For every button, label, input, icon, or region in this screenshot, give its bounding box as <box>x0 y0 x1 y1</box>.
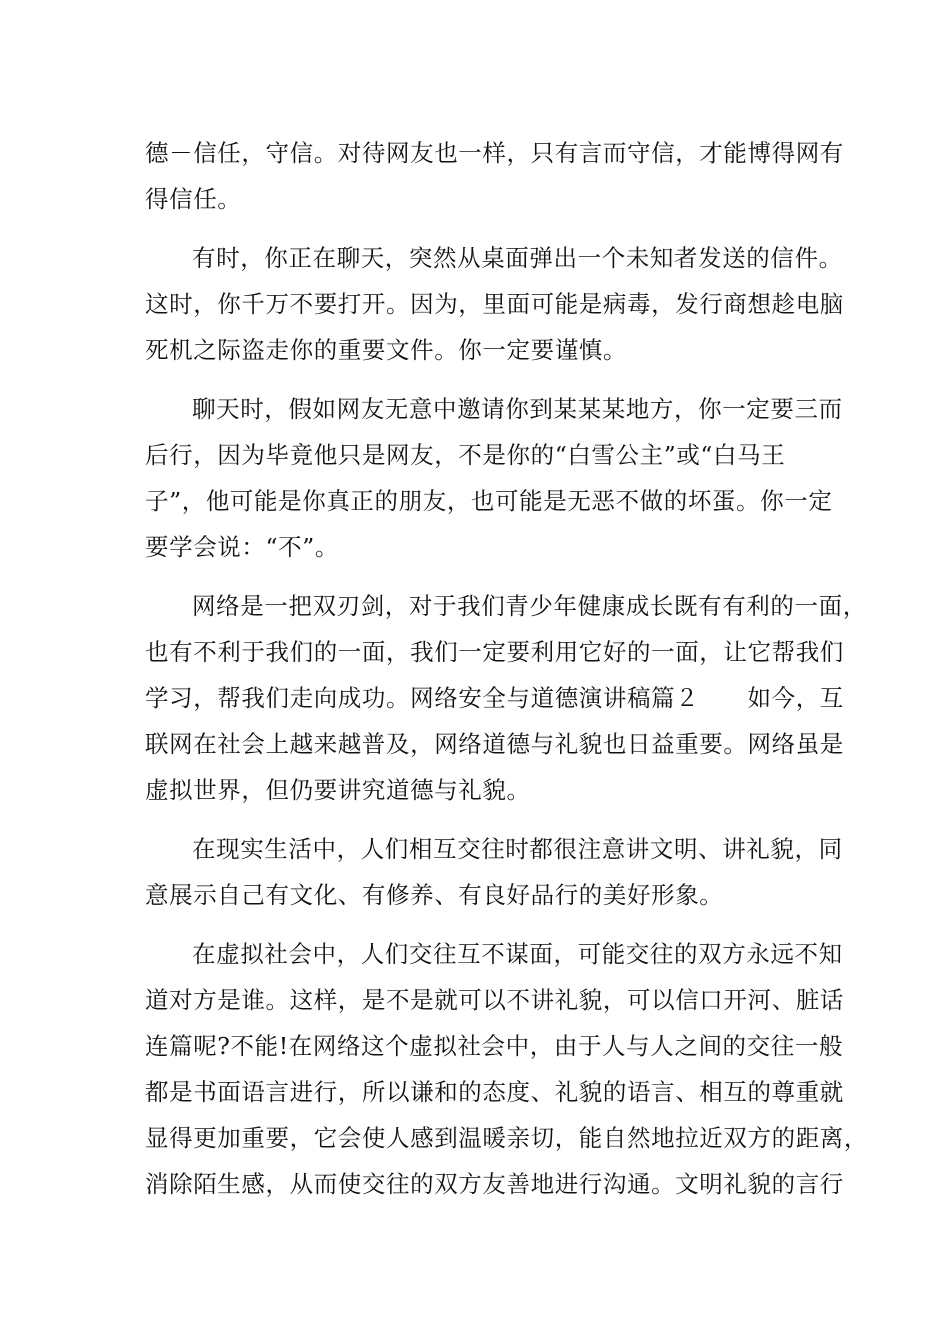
paragraph-1 <box>145 130 844 222</box>
text-line: 网络是一把双刃剑，对于我们青少年健康成长既有有利的一面， <box>192 592 867 620</box>
text-line: 也有不利于我们的一面，我们一定要利用它好的一面，让它帮我们 <box>145 638 844 666</box>
text-line: 在虚拟社会中，人们交往互不谋面，可能交往的双方永远不知 <box>192 940 843 968</box>
text-line: 子”，他可能是你真正的朋友，也可能是无恶不做的坏蛋。你一定 <box>145 487 833 515</box>
text-line: 死机之际盗走你的重要文件。你一定要谨慎。 <box>145 336 627 364</box>
text-line: 在现实生活中，人们相互交往时都很注意讲文明、讲礼貌，同 <box>192 835 843 863</box>
text-line: 有时，你正在聊天，突然从桌面弹出一个未知者发送的信件。 <box>192 244 843 272</box>
text-line: 后行，因为毕竟他只是网友，不是你的“白雪公主”或“白马王 <box>145 441 786 469</box>
text-line: 联网在社会上越来越普及，网络道德与礼貌也日益重要。网络虽是 <box>145 730 844 758</box>
paragraph-4 <box>145 583 867 813</box>
text-line: 聊天时，假如网友无意中邀请你到某某某地方，你一定要三而 <box>192 395 843 423</box>
text-line: 要学会说：“不”。 <box>145 533 339 561</box>
paragraph-2 <box>145 235 844 373</box>
text-line: 意展示自己有文化、有修养、有良好品行的美好形象。 <box>145 881 724 909</box>
text-line: 道对方是谁。这样，是不是就可以不讲礼貌，可以信口开河、脏话 <box>145 986 844 1014</box>
text-line: 虚拟世界，但仍要讲究道德与礼貌。 <box>145 776 531 804</box>
text-line: 这时，你千万不要打开。因为，里面可能是病毒，发行商想趁电脑 <box>145 290 844 318</box>
text-line: 得信任。 <box>145 185 242 213</box>
paragraph-5 <box>145 826 843 918</box>
text-line: 都是书面语言进行，所以谦和的态度、礼貌的语言、相互的尊重就 <box>145 1078 844 1106</box>
text-line: 连篇呢?不能!在网络这个虚拟社会中，由于人与人之间的交往一般 <box>145 1032 844 1060</box>
text-line: 学习，帮我们走向成功。网络安全与道德演讲稿篇２ 如今，互 <box>145 684 844 712</box>
text-line: 显得更加重要，它会使人感到温暖亲切，能自然地拉近双方的距离， <box>145 1124 868 1152</box>
text-line: 消除陌生感，从而使交往的双方友善地进行沟通。文明礼貌的言行 <box>145 1170 844 1198</box>
paragraph-6 <box>145 931 868 1207</box>
document-body <box>145 130 868 1207</box>
text-line: 德－信任，守信。对待网友也一样，只有言而守信，才能博得网有 <box>145 139 844 167</box>
paragraph-3 <box>145 386 843 570</box>
